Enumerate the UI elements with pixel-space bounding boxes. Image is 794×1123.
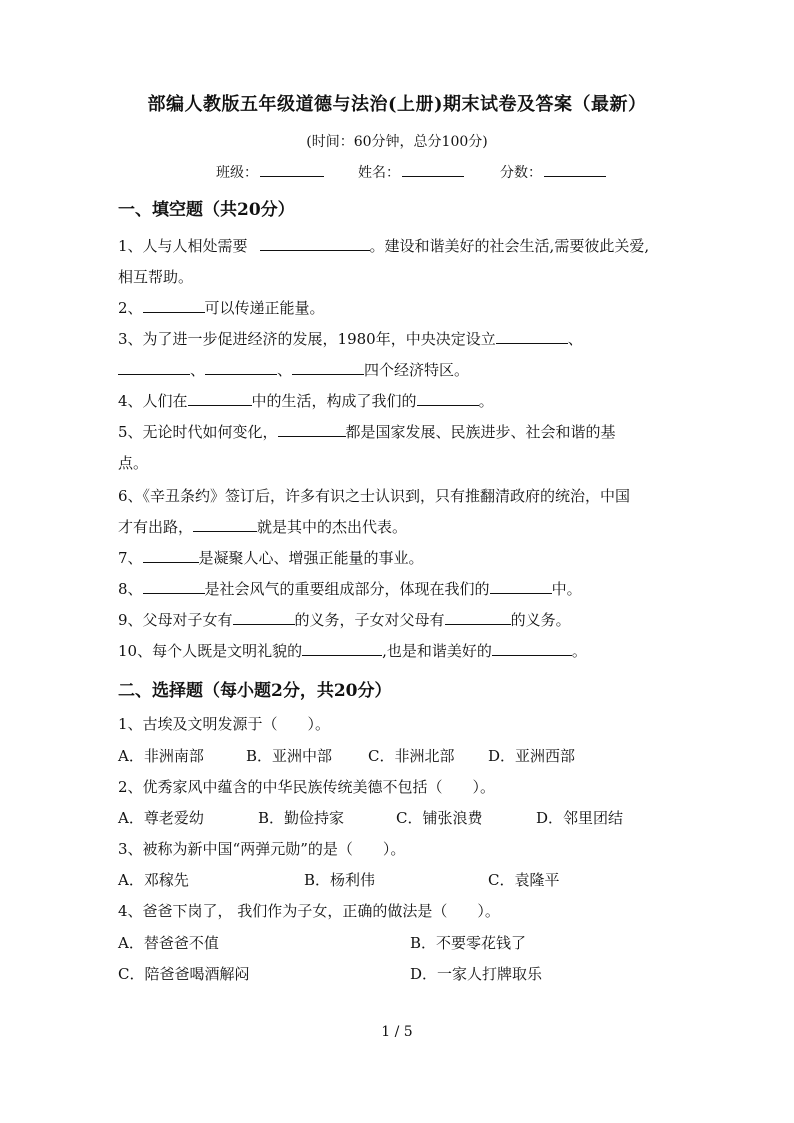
page-title: 部编人教版五年级道德与法治(上册)期末试卷及答案（最新） xyxy=(147,94,647,115)
class-blank xyxy=(260,162,324,177)
option-b: B．杨利伟 xyxy=(304,871,376,889)
section-choice-heading: 二、选择题（每小题2分，共20分） xyxy=(118,681,392,701)
page-number: 1 / 5 xyxy=(381,1024,413,1040)
question-line xyxy=(118,421,616,442)
option-c: C．铺张浪费 xyxy=(396,809,483,827)
question-text: 。建设和谐美好的社会生活,需要彼此关爱, xyxy=(369,237,650,255)
question-text: 、 xyxy=(567,330,583,348)
question-text: 中。 xyxy=(551,580,582,598)
question-text: 可以传递正能量。 xyxy=(204,299,325,317)
question-text: 是凝聚人心、增强正能量的事业。 xyxy=(198,549,424,567)
question-line xyxy=(118,838,405,859)
option-b: B．不要零花钱了 xyxy=(410,934,527,952)
answer-blank xyxy=(278,421,346,437)
question-line xyxy=(118,578,582,599)
question-text: 才有出路， xyxy=(118,518,194,536)
question-line xyxy=(118,485,630,506)
option-d: D．亚洲西部 xyxy=(488,747,576,765)
option-b: B．亚洲中部 xyxy=(246,747,333,765)
question-text: 四个经济特区。 xyxy=(364,361,470,379)
question-text: 10、每个人既是文明礼貌的 xyxy=(118,642,303,660)
option-d: D．一家人打牌取乐 xyxy=(410,965,543,983)
option-a: A．尊老爱幼 xyxy=(118,809,204,827)
question-text: 3、为了进一步促进经济的发展，1980年，中央决定设立 xyxy=(118,330,496,348)
question-text: 3、被称为新中国“两弹元勋”的是（ ）。 xyxy=(118,840,406,858)
option-b: B．勤俭持家 xyxy=(258,809,345,827)
answer-blank xyxy=(143,578,205,594)
answer-blank xyxy=(143,297,205,313)
question-text: 2、优秀家风中蕴含的中华民族传统美德不包括（ ）。 xyxy=(118,778,496,796)
question-line xyxy=(118,609,571,630)
option-c: C．袁隆平 xyxy=(488,871,560,889)
question-text: 7、 xyxy=(118,549,143,567)
question-line xyxy=(118,516,407,537)
question-line xyxy=(118,640,587,661)
answer-blank xyxy=(490,578,552,594)
option-c: C．陪爸爸喝酒解闷 xyxy=(118,965,250,983)
exam-time-info: (时间：60分钟，总分100分) xyxy=(306,134,488,150)
question-text: 的义务。 xyxy=(510,611,571,629)
question-text: 2、 xyxy=(118,299,143,317)
question-line xyxy=(118,452,148,473)
class-label: 班级： xyxy=(216,165,258,181)
section-fill-in-heading: 一、填空题（共20分） xyxy=(118,200,295,220)
score-label: 分数： xyxy=(500,165,542,181)
answer-blank xyxy=(417,390,479,406)
question-text: 1、古埃及文明发源于（ ）。 xyxy=(118,715,331,733)
answer-blank xyxy=(445,609,511,625)
answer-blank xyxy=(205,359,277,375)
class-field xyxy=(216,162,324,182)
question-text: 8、 xyxy=(118,580,143,598)
question-text: 的义务，子女对父母有 xyxy=(294,611,445,629)
question-line xyxy=(118,547,424,568)
question-line xyxy=(118,297,325,318)
student-info-row xyxy=(216,162,606,182)
answer-blank xyxy=(260,235,370,251)
question-text: 9、父母对子女有 xyxy=(118,611,233,629)
question-text: 。 xyxy=(478,392,494,410)
question-line xyxy=(118,390,494,411)
answer-blank xyxy=(143,547,199,563)
question-text: 5、无论时代如何变化， xyxy=(118,423,278,441)
question-text: ,也是和谐美好的 xyxy=(382,642,492,660)
question-line xyxy=(118,900,500,921)
question-line xyxy=(118,713,330,734)
question-text: 4、人们在 xyxy=(118,392,188,410)
option-a: A．非洲南部 xyxy=(118,747,204,765)
question-text: 就是其中的杰出代表。 xyxy=(257,518,408,536)
question-line xyxy=(118,359,469,380)
answer-blank xyxy=(302,640,382,656)
option-d: D．邻里团结 xyxy=(536,809,624,827)
question-text: 都是国家发展、民族进步、社会和谐的基 xyxy=(345,423,616,441)
question-text: 是社会风气的重要组成部分，体现在我们的 xyxy=(204,580,490,598)
name-field xyxy=(358,162,464,182)
score-blank xyxy=(544,162,606,177)
answer-blank xyxy=(492,640,572,656)
question-text: 、 xyxy=(277,361,293,379)
option-a: A．替爸爸不值 xyxy=(118,934,219,952)
question-text: 点。 xyxy=(118,454,149,472)
score-field xyxy=(500,162,606,182)
answer-blank xyxy=(118,359,190,375)
question-line xyxy=(118,776,495,797)
option-a: A．邓稼先 xyxy=(118,871,189,889)
question-text: 相互帮助。 xyxy=(118,268,194,286)
answer-blank xyxy=(292,359,364,375)
question-text: 、 xyxy=(190,361,206,379)
answer-blank xyxy=(188,390,252,406)
question-text: 4、爸爸下岗了， 我们作为子女，正确的做法是（ ）。 xyxy=(118,902,500,920)
option-c: C．非洲北部 xyxy=(368,747,455,765)
question-text: 中的生活，构成了我们的 xyxy=(251,392,417,410)
question-text: 。 xyxy=(571,642,587,660)
question-text: 1、人与人相处需要 xyxy=(118,237,248,255)
name-blank xyxy=(402,162,464,177)
answer-blank xyxy=(193,516,257,532)
question-line xyxy=(118,235,649,256)
question-text: 6、《辛丑条约》签订后，许多有识之士认识到，只有推翻清政府的统治，中国 xyxy=(118,487,631,505)
name-label: 姓名： xyxy=(358,165,400,181)
question-line xyxy=(118,266,193,287)
answer-blank xyxy=(496,328,568,344)
answer-blank xyxy=(233,609,295,625)
question-line xyxy=(118,328,583,349)
